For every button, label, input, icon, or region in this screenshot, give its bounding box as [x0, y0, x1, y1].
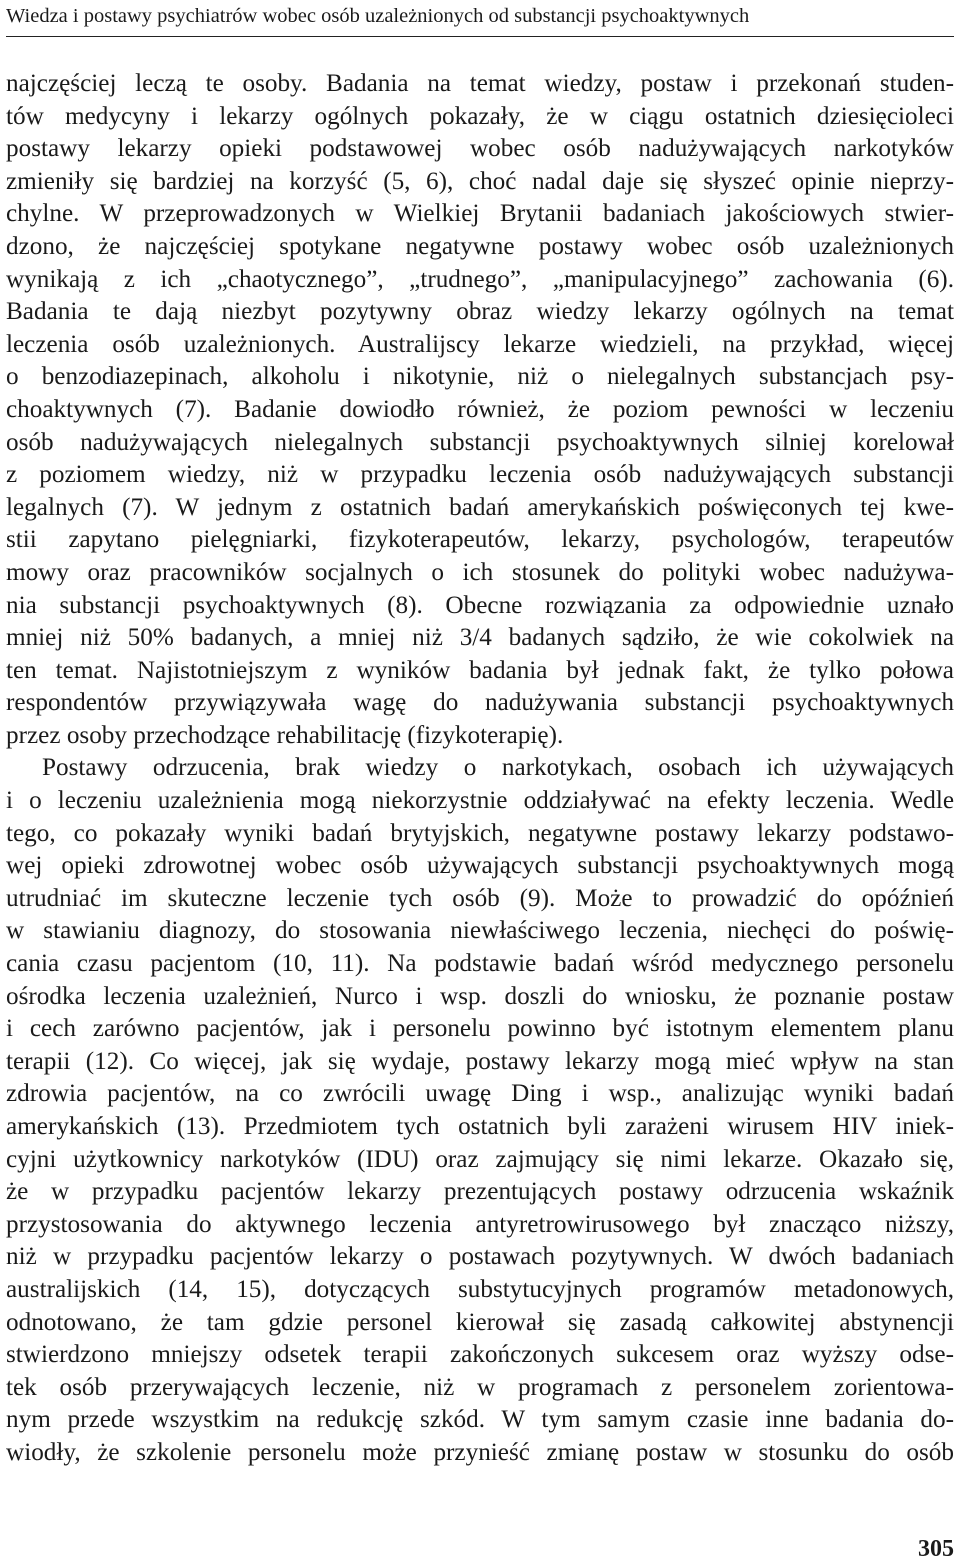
text-line: ten temat. Najistotniejszym z wyników badania był jednak fakt, że tylko połowa	[6, 656, 954, 684]
text-line: niż w przypadku pacjentów lekarzy o postawach pozytywnych. W dwóch badaniach	[6, 1243, 954, 1271]
text-line: dzono, że najczęściej spotykane negatywne postawy wobec osób uzależnionych	[6, 232, 954, 260]
text-line: respondentów przywiązywała wagę do nadużywania substancji psychoaktywnych	[6, 689, 954, 717]
text-line: leczenia osób uzależnionych. Australijscy lekarze wiedzieli, na przykład, więcej	[6, 330, 954, 358]
text-line: chylne. W przeprowadzonych w Wielkiej Brytanii badaniach jakościowych stwier-	[6, 200, 954, 228]
text-line: odnotowano, że tam gdzie personel kierował się zasadą całkowitej abstynencji	[6, 1308, 954, 1336]
text-line: utrudniać im skuteczne leczenie tych osób (9). Może to prowadzić do opóźnień	[6, 884, 954, 912]
text-line: wej opieki zdrowotnej wobec osób używających substancji psychoaktywnych mogą	[6, 852, 954, 880]
text-line: nym przede wszystkim na redukcję szkód. W tym samym czasie inne badania do-	[6, 1406, 954, 1434]
text-line: przez osoby przechodzące rehabilitację (fizykoterapię).	[6, 721, 564, 749]
text-line: cyjni użytkownicy narkotyków (IDU) oraz zajmujący się nimi lekarze. Okazało się,	[6, 1145, 954, 1173]
text-line: choaktywnych (7). Badanie dowiodło również, że poziom pewności w leczeniu	[6, 395, 954, 423]
text-line: tek osób przerywających leczenie, niż w programach z personelem zorientowa-	[6, 1373, 954, 1401]
text-line: i cech zarówno pacjentów, jak i personelu powinno być istotnym elementem planu	[6, 1015, 954, 1043]
text-line: osób nadużywających nielegalnych substancji psychoaktywnych silniej korelował	[6, 428, 954, 456]
text-line: i o leczeniu uzależnienia mogą niekorzystnie oddziaływać na efekty leczenia. Wedle	[6, 787, 954, 815]
text-line: że w przypadku pacjentów lekarzy prezentujących postawy odrzucenia wskaźnik	[6, 1178, 954, 1206]
text-line: w stawianiu diagnozy, do stosowania niewłaściwego leczenia, niechęci do poświę-	[6, 917, 954, 945]
text-line: tego, co pokazały wyniki badań brytyjskich, negatywne postawy lekarzy podstawo-	[6, 819, 954, 847]
text-line: Badania te dają niezbyt pozytywny obraz wiedzy lekarzy ogólnych na temat	[6, 298, 954, 326]
text-line: cania czasu pacjentom (10, 11). Na podstawie badań wśród medycznego personelu	[6, 950, 954, 978]
text-line: wynikają z ich „chaotycznego”, „trudnego”, „manipulacyjnego” zachowania (6).	[6, 265, 954, 293]
text-line: terapii (12). Co więcej, jak się wydaje, postawy lekarzy mogą mieć wpływ na stan	[6, 1047, 954, 1075]
text-line: zmieniły się bardziej na korzyść (5, 6), choć nadal daje się słyszeć opinie nieprzy-	[6, 167, 954, 195]
text-line: zdrowia pacjentów, na co zwrócili uwagę Ding i wsp., analizując wyniki badań	[6, 1080, 954, 1108]
body-text	[6, 68, 954, 1470]
text-line: nia substancji psychoaktywnych (8). Obecne rozwiązania za odpowiednie uznało	[6, 591, 954, 619]
text-line: mniej niż 50% badanych, a mniej niż 3/4 badanych sądziło, że wie cokolwiek na	[6, 624, 954, 652]
text-line: amerykańskich (13). Przedmiotem tych ostatnich byli zarażeni wirusem HIV iniek-	[6, 1113, 954, 1140]
text-line: mowy oraz pracowników socjalnych o ich stosunek do polityki wobec nadużywa-	[6, 558, 954, 586]
text-line: najczęściej leczą te osoby. Badania na temat wiedzy, postaw i przekonań studen-	[6, 70, 954, 97]
text-line: z poziomem wiedzy, niż w przypadku leczenia osób nadużywających substancji	[6, 461, 954, 489]
text-line: przystosowania do aktywnego leczenia antyretrowirusowego był znacząco niższy,	[6, 1210, 954, 1238]
text-line: wiodły, że szkolenie personelu może przynieść zmianę postaw w stosunku do osób	[6, 1438, 954, 1466]
text-line: stii zapytano pielęgniarki, fizykoterapeutów, lekarzy, psychologów, terapeutów	[6, 526, 954, 554]
text-line: tów medycyny i lekarzy ogólnych pokazały, że w ciągu ostatnich dziesięcioleci	[6, 102, 954, 130]
text-line: legalnych (7). W jednym z ostatnich badań amerykańskich poświęconych tej kwe-	[6, 493, 954, 521]
text-line: ośrodka leczenia uzależnień, Nurco i wsp. doszli do wniosku, że poznanie postaw	[6, 982, 954, 1010]
text-line: postawy lekarzy opieki podstawowej wobec osób nadużywających narkotyków	[6, 135, 954, 163]
text-line: o benzodiazepinach, alkoholu i nikotynie, niż o nielegalnych substancjach psy-	[6, 363, 954, 391]
text-line: stwierdzono mniejszy odsetek terapii zakończonych sukcesem oraz wyższy odse-	[6, 1341, 954, 1369]
header-rule	[6, 36, 954, 37]
paragraph-first-line: Postawy odrzucenia, brak wiedzy o narkotykach, osobach ich używających	[42, 754, 954, 782]
running-header: Wiedza i postawy psychiatrów wobec osób uzależnionych od substancji psychoaktywnych	[6, 5, 750, 27]
text-line: australijskich (14, 15), dotyczących substytucyjnych programów metadonowych,	[6, 1275, 954, 1303]
page-number: 305	[918, 1536, 954, 1562]
